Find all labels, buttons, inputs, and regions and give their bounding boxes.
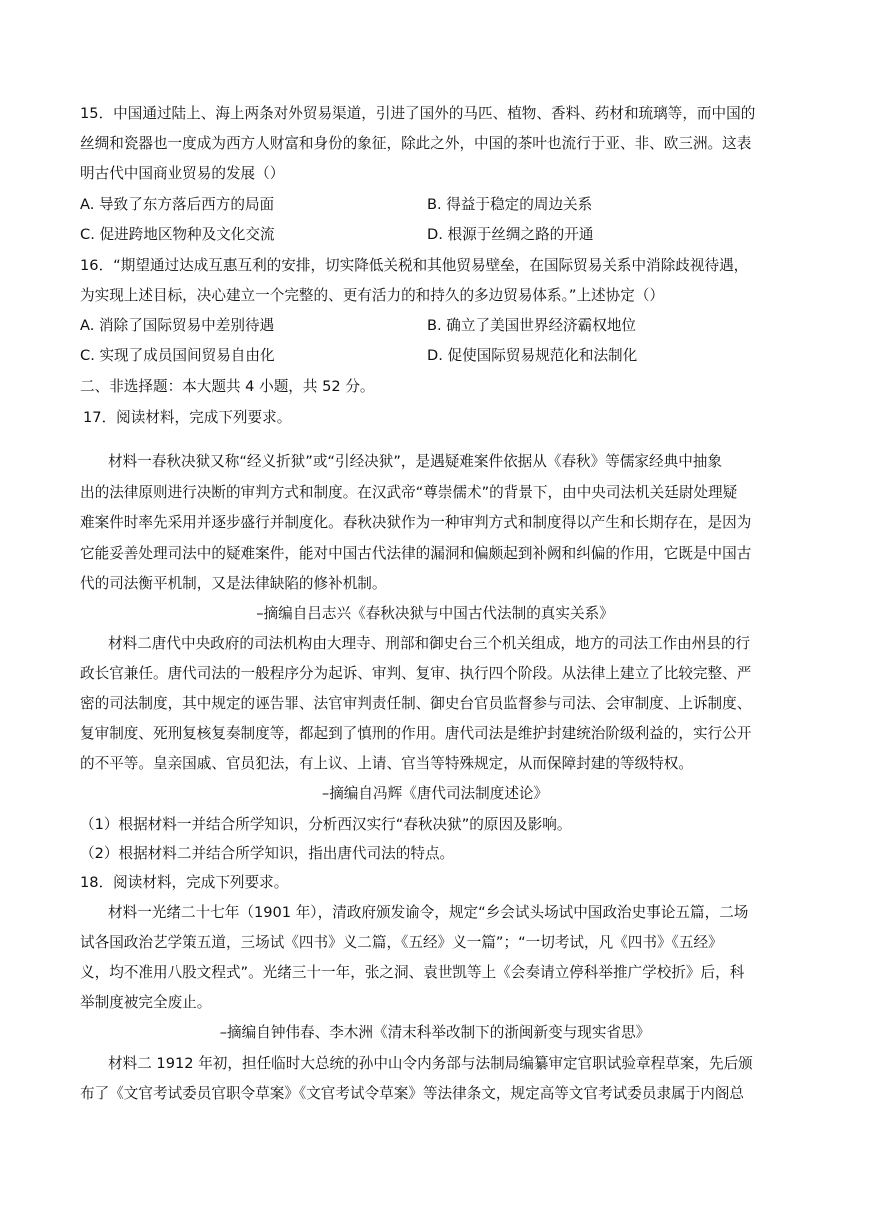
q16-option-d[interactable]: D. 促使国际贸易规范化和法制化 [427,347,638,364]
q17-material1-line: 材料一春秋决狱又称“经义折狱”或“引经决狱”，是遇疑难案件依据从《春秋》等儒家经典中抽象 [108,453,722,470]
q17-material2-line: 密的司法制度，其中规定的诬告罪、法官审判责任制、御史台官员监督参与司法、会审制度、上诉制度、 [80,695,752,712]
q17-subquestion-1: （1）根据材料一并结合所学知识，分析西汉实行“春秋决狱”的原因及影响。 [80,816,572,833]
q17-material1-source: –摘编自吕志兴《春秋决狱与中国古代法制的真实关系》 [256,605,614,622]
q18-material1-source: –摘编自钟伟春、李木洲《清末科举改制下的浙闽新变与现实省思》 [219,1024,651,1041]
q16-stem-line: 16．“期望通过达成互惠互利的安排，切实降低关税和其他贸易壁垒，在国际贸易关系中消除歧视待遇， [80,257,749,274]
q17-material2-line: 材料二唐代中央政府的司法机构由大理寺、刑部和御史台三个机关组成，地方的司法工作由州县的行 [108,635,751,652]
q18-material1-line: 举制度被完全废止。 [80,994,212,1011]
q18-material1-line: 材料一光绪二十七年（1901 年），清政府颁发谕令，规定“乡会试头场试中国政治史事论五篇，二场 [108,904,749,921]
q15-option-d[interactable]: D. 根源于丝绸之路的开通 [427,226,594,243]
q18-material1-line: 试各国政治艺学策五道，三场试《四书》义二篇，《五经》义一篇”；“一切考试，凡《四书》《五经》 [80,934,723,951]
q17-material2-line: 复审制度、死刑复核复奏制度等，都起到了慎刑的作用。唐代司法是维护封建统治阶级利益的，实行公开 [80,725,752,742]
q16-option-c[interactable]: C. 实现了成员国间贸易自由化 [80,347,275,364]
q17-material2-line: 政长官兼任。唐代司法的一般程序分为起诉、审判、复审、执行四个阶段。从法律上建立了比较完整、严 [80,665,752,682]
q16-stem-line: 为实现上述目标，决心建立一个完整的、更有活力的和持久的多边贸易体系。”上述协定（） [80,287,665,304]
q17-material2-source: –摘编自冯辉《唐代司法制度述论》 [321,785,549,802]
q17-material1-line: 代的司法衡平机制，又是法律缺陷的修补机制。 [80,575,387,592]
q15-option-b[interactable]: B. 得益于稳定的周边关系 [427,196,593,213]
q18-title: 18．阅读材料，完成下列要求。 [80,874,289,891]
q15-option-c[interactable]: C. 促进跨地区物种及文化交流 [80,226,275,243]
q18-material2-line: 布了《文官考试委员官职令草案》《文官考试令草案》等法律条文，规定高等文官考试委员隶属于内阁总 [80,1085,745,1102]
q17-material1-line: 它能妥善处理司法中的疑难案件，能对中国古代法律的漏洞和偏颇起到补阙和纠偏的作用，它既是中国古 [80,545,752,562]
q15-stem-line: 丝绸和瓷器也一度成为西方人财富和身份的象征，除此之外，中国的茶叶也流行于亚、非、欧三洲。这表 [80,135,752,152]
q17-subquestion-2: （2）根据材料二并结合所学知识，指出唐代司法的特点。 [80,845,455,862]
q15-stem-line: 明古代中国商业贸易的发展（） [80,165,285,182]
q15-stem-line: 15．中国通过陆上、海上两条对外贸易渠道，引进了国外的马匹、植物、香料、药材和琉璃等，而中国的 [80,105,756,122]
q16-option-b[interactable]: B. 确立了美国世界经济霸权地位 [427,317,637,334]
q18-material2-line: 材料二 1912 年初，担任临时大总统的孙中山令内务部与法制局编纂审定官职试验章程草案，先后颁 [108,1055,753,1072]
q16-option-a[interactable]: A. 消除了国际贸易中差别待遇 [80,317,275,334]
q17-material2-line: 的不平等。皇亲国戚、官员犯法，有上议、上请、官当等特殊规定，从而保障封建的等级特权。 [80,755,693,772]
q17-material1-line: 难案件时率先采用并逐步盛行并制度化。春秋决狱作为一种审判方式和制度得以产生和长期存在，是因为 [80,514,752,531]
q15-option-a[interactable]: A. 导致了东方落后西方的局面 [80,196,275,213]
q17-material1-line: 出的法律原则进行决断的审判方式和制度。在汉武帝“尊崇儒术”的背景下，由中央司法机关廷尉处理疑 [80,484,738,501]
section-heading: 二、非选择题：本大题共 4 小题，共 52 分。 [80,378,375,395]
q17-title: 17．阅读材料，完成下列要求。 [83,409,292,426]
q18-material1-line: 义，均不准用八股文程式”。光绪三十一年，张之洞、袁世凯等上《会奏请立停科举推广学校折》后，科 [80,964,745,981]
